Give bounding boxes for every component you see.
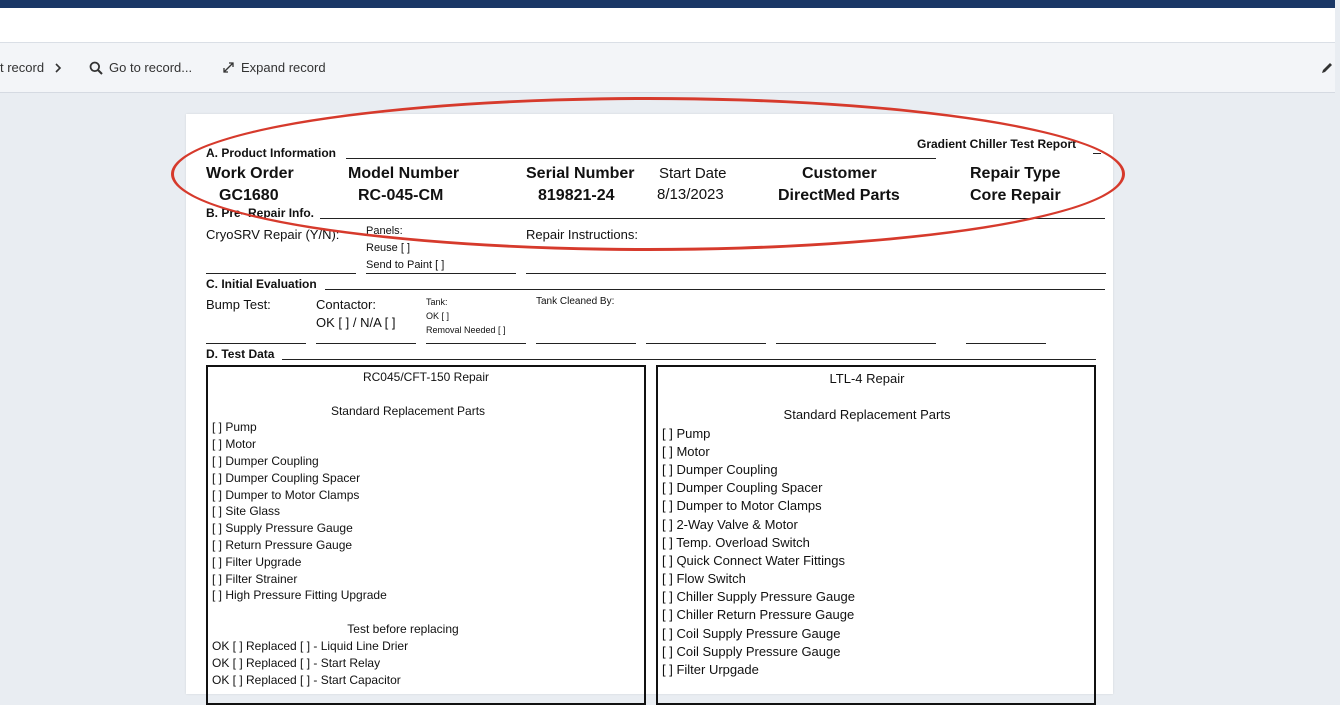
search-icon — [89, 61, 103, 75]
right-part-item: [ ] 2-Way Valve & Motor — [662, 517, 798, 532]
reuse-option: Reuse [ ] — [366, 242, 411, 254]
right-part-item: [ ] Chiller Return Pressure Gauge — [662, 607, 855, 622]
section-a-heading: A. Product Information — [206, 146, 336, 160]
customer-label: Customer — [802, 165, 877, 182]
send-to-paint-option: Send to Paint [ ] — [366, 259, 445, 271]
right-part-item: [ ] Motor — [662, 444, 710, 459]
tank-removal-option: Removal Needed [ ] — [426, 325, 506, 335]
repair-type-label: Repair Type — [970, 165, 1061, 182]
section-a-rule — [346, 158, 936, 159]
prev-record-button[interactable] — [0, 60, 64, 75]
model-number-value: RC-045-CM — [358, 187, 444, 204]
cryosrv-line — [206, 273, 356, 274]
tank-label: Tank: — [426, 297, 448, 307]
cryosrv-label: CryoSRV Repair (Y/N): — [206, 227, 340, 242]
right-part-item: [ ] Dumper Coupling Spacer — [662, 480, 823, 495]
left-box-subtitle: Standard Replacement Parts — [330, 404, 486, 418]
work-order-value: GC1680 — [219, 187, 279, 204]
eval-line-7 — [966, 343, 1046, 344]
left-part-item: [ ] Motor — [212, 437, 257, 451]
right-part-item: [ ] Flow Switch — [662, 571, 746, 586]
panels-line — [366, 273, 516, 274]
section-b-heading: B. Pre- Repair Info. — [206, 206, 315, 220]
serial-number-value: 819821-24 — [538, 187, 615, 204]
section-b-rule — [320, 218, 1105, 219]
start-date-label: Start Date — [659, 165, 727, 182]
customer-value: DirectMed Parts — [778, 187, 900, 204]
right-box-subtitle: Standard Replacement Parts — [783, 407, 951, 422]
right-part-item: [ ] Coil Supply Pressure Gauge — [662, 626, 841, 641]
right-part-item: [ ] Temp. Overload Switch — [662, 535, 810, 550]
repair-instructions-label: Repair Instructions: — [526, 227, 638, 242]
right-box-title: LTL-4 Repair — [829, 371, 905, 386]
left-part-item: [ ] Supply Pressure Gauge — [212, 521, 353, 535]
instructions-line — [526, 273, 1106, 274]
left-part-item: [ ] Site Glass — [212, 504, 281, 518]
document-viewer[interactable] — [0, 94, 1335, 687]
left-part-item: [ ] Return Pressure Gauge — [212, 538, 353, 552]
ltl4-repair-box — [656, 365, 1096, 705]
record-toolbar — [0, 43, 1335, 93]
right-part-item: [ ] Coil Supply Pressure Gauge — [662, 644, 841, 659]
tank-ok-option: OK [ ] — [426, 311, 450, 321]
right-part-item: [ ] Filter Urpgade — [662, 662, 759, 677]
left-test-item: OK [ ] Replaced [ ] - Start Capacitor — [212, 673, 401, 687]
eval-line-4 — [536, 343, 636, 344]
left-box-title: RC045/CFT-150 Repair — [362, 370, 490, 384]
expand-icon — [222, 61, 235, 74]
expand-record-label: Expand record — [241, 60, 326, 75]
model-number-label: Model Number — [348, 165, 460, 182]
eval-line-3 — [426, 343, 526, 344]
left-part-item: [ ] Dumper Coupling Spacer — [212, 471, 361, 485]
tank-cleaned-label: Tank Cleaned By: — [536, 296, 615, 307]
panels-label: Panels: — [366, 225, 403, 237]
contactor-label: Contactor: — [316, 297, 376, 312]
contactor-options: OK [ ] / N/A [ ] — [316, 315, 396, 330]
left-part-item: [ ] Filter Upgrade — [212, 555, 302, 569]
app-top-bar — [0, 0, 1335, 8]
left-part-item: [ ] Dumper to Motor Clamps — [212, 488, 360, 502]
app-header — [0, 8, 1335, 43]
start-date-value: 8/13/2023 — [657, 186, 724, 203]
report-page — [186, 114, 1113, 694]
report-title: Gradient Chiller Test Report — [917, 137, 1077, 151]
repair-type-value: Core Repair — [970, 187, 1061, 204]
title-underline — [1093, 153, 1101, 154]
serial-number-label: Serial Number — [526, 165, 635, 182]
right-part-item: [ ] Quick Connect Water Fittings — [662, 553, 846, 568]
bump-test-label: Bump Test: — [206, 297, 271, 312]
prev-record-label: t record — [0, 60, 45, 75]
work-order-label: Work Order — [206, 165, 294, 182]
left-box-test-title: Test before replacing — [347, 622, 459, 636]
rc045-repair-box — [206, 365, 646, 705]
eval-line-1 — [206, 343, 306, 344]
chevron-right-icon — [52, 62, 64, 74]
left-part-item: [ ] High Pressure Fitting Upgrade — [212, 588, 387, 602]
right-part-item: [ ] Dumper to Motor Clamps — [662, 498, 822, 513]
pencil-icon — [1320, 61, 1334, 75]
left-part-item: [ ] Pump — [212, 420, 257, 434]
section-c-heading: C. Initial Evaluation — [206, 277, 317, 291]
left-test-item: OK [ ] Replaced [ ] - Start Relay — [212, 656, 381, 670]
section-d-rule — [282, 359, 1096, 360]
go-to-record-label: Go to record... — [109, 60, 193, 75]
right-part-item: [ ] Dumper Coupling — [662, 462, 778, 477]
right-part-item: [ ] Chiller Supply Pressure Gauge — [662, 589, 855, 604]
expand-record-button[interactable] — [222, 60, 326, 75]
eval-line-6 — [776, 343, 936, 344]
edit-button[interactable] — [1320, 61, 1340, 75]
right-part-item: [ ] Pump — [662, 426, 711, 441]
section-c-rule — [325, 289, 1105, 290]
section-d-heading: D. Test Data — [206, 347, 275, 361]
left-test-item: OK [ ] Replaced [ ] - Liquid Line Drier — [212, 639, 409, 653]
left-part-item: [ ] Filter Strainer — [212, 572, 298, 586]
eval-line-5 — [646, 343, 766, 344]
left-part-item: [ ] Dumper Coupling — [212, 454, 319, 468]
eval-line-2 — [316, 343, 416, 344]
go-to-record-button[interactable] — [89, 60, 192, 75]
